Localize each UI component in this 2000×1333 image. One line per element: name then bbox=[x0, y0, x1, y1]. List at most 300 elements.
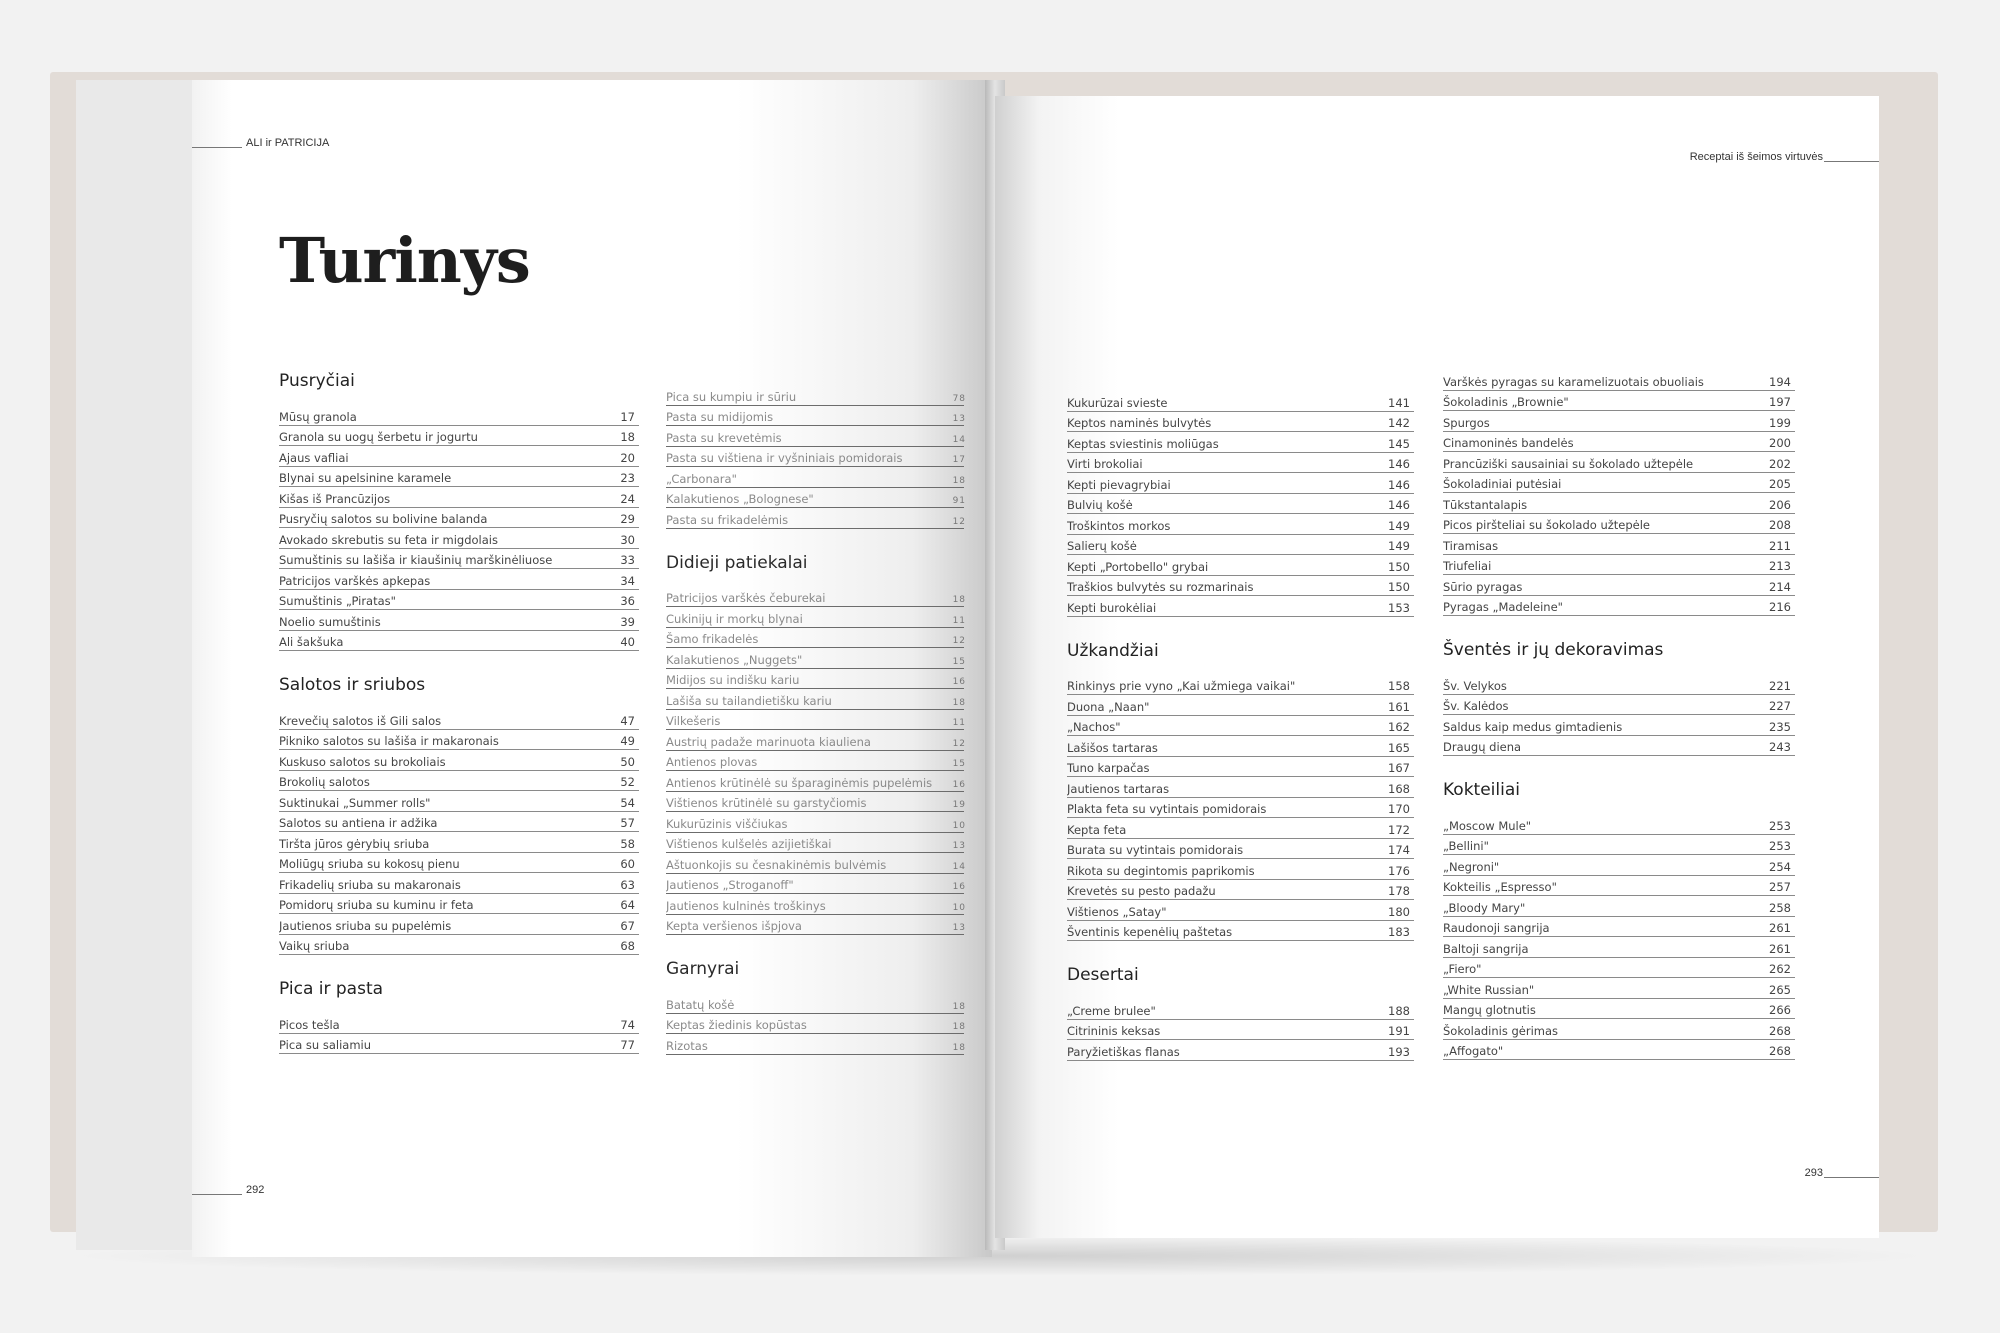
toc-entry bbox=[1443, 370, 1795, 391]
recipe-title: Noelio sumuštinis bbox=[279, 614, 381, 629]
page-number: 9 1 bbox=[952, 496, 964, 506]
toc-entry bbox=[666, 488, 964, 509]
recipe-title: „Fiero" bbox=[1443, 962, 1482, 976]
recipe-title: Duona „Naan" bbox=[1067, 699, 1150, 714]
toc-entry bbox=[666, 993, 964, 1014]
recipe-title: Pasta su vištiena ir vyšniniais pomidorais bbox=[666, 451, 903, 465]
toc-entry bbox=[666, 607, 964, 628]
toc-entry bbox=[1443, 391, 1795, 412]
toc-entry bbox=[666, 467, 964, 488]
recipe-title: Jautienos tartaras bbox=[1067, 781, 1170, 796]
page-number: 58 bbox=[620, 836, 635, 851]
section-heading: Pusryčiai bbox=[279, 371, 355, 391]
recipe-title: Citrininis keksas bbox=[1067, 1024, 1161, 1038]
toc-entry bbox=[1443, 958, 1795, 979]
toc-entry bbox=[1067, 798, 1414, 819]
page-number: 254 bbox=[1769, 859, 1791, 874]
recipe-title: Spurgos bbox=[1443, 415, 1490, 430]
recipe-title: Suktinukai „Summer rolls" bbox=[279, 795, 431, 810]
section-heading: Pica ir pasta bbox=[279, 979, 384, 999]
recipe-title: Pyragas „Madeleine" bbox=[1443, 600, 1563, 614]
toc-entry bbox=[1443, 695, 1795, 716]
toc-section-pusryciai bbox=[279, 367, 639, 651]
page-number: 1 8 bbox=[952, 1042, 964, 1053]
toc-section-kokteiliai bbox=[1443, 776, 1795, 1060]
toc-entry bbox=[279, 1034, 639, 1055]
toc-entry bbox=[1443, 1019, 1795, 1040]
page-number: 167 bbox=[1388, 761, 1410, 775]
page-number: 74 bbox=[620, 1017, 635, 1032]
toc-entry bbox=[666, 812, 964, 833]
toc-entry bbox=[279, 487, 639, 508]
page-number: 77 bbox=[620, 1038, 635, 1052]
toc-entry bbox=[666, 874, 964, 895]
recipe-title: Aštuonkojis su česnakinėmis bulvėmis bbox=[666, 857, 887, 872]
toc-entry bbox=[1443, 575, 1795, 596]
toc-section-salotos-ir-sriubos bbox=[279, 671, 639, 955]
recipe-title: Frikadelių sriuba su makaronais bbox=[279, 877, 461, 892]
toc-entry bbox=[1443, 493, 1795, 514]
page-number: 1 0 bbox=[952, 820, 964, 831]
toc-entry bbox=[1443, 1040, 1795, 1061]
section-heading: Salotos ir sriubos bbox=[279, 675, 426, 695]
recipe-title: Midijos su indišku kariu bbox=[666, 673, 800, 687]
page-number: 206 bbox=[1769, 497, 1791, 512]
page-number: 141 bbox=[1388, 395, 1410, 410]
recipe-title: Salierų košė bbox=[1067, 539, 1137, 553]
toc-section-pica-ir-pasta bbox=[279, 975, 639, 1054]
toc-entry bbox=[1067, 921, 1414, 942]
recipe-title: Tiramisas bbox=[1443, 538, 1499, 553]
toc-column-2 bbox=[666, 385, 964, 1075]
recipe-title: Vilkešeris bbox=[666, 714, 721, 728]
page-number: 146 bbox=[1388, 457, 1410, 471]
toc-entry bbox=[1067, 839, 1414, 860]
toc-entry bbox=[1443, 534, 1795, 555]
page-number: 158 bbox=[1388, 679, 1410, 693]
page-number: 194 bbox=[1769, 374, 1791, 389]
recipe-title: Mangų glotnutis bbox=[1443, 1003, 1536, 1017]
recipe-title: Tuno karpačas bbox=[1067, 761, 1150, 775]
page-number: 200 bbox=[1769, 436, 1791, 450]
toc-entry bbox=[666, 587, 964, 608]
toc-entry bbox=[279, 730, 639, 751]
page-number: 49 bbox=[620, 734, 635, 748]
recipe-title: Krevečių salotos iš Gili salos bbox=[279, 713, 442, 728]
page-number: 1 8 bbox=[952, 475, 964, 486]
recipe-title: Salotos su antiena ir adžika bbox=[279, 816, 438, 830]
recipe-title: Kalakutienos „Nuggets" bbox=[666, 652, 803, 667]
toc-entry bbox=[666, 508, 964, 529]
toc-entry bbox=[666, 426, 964, 447]
section-heading: Šventės ir jų dekoravimas bbox=[1443, 640, 1664, 660]
recipe-title: Pomidorų sriuba su kuminu ir feta bbox=[279, 898, 474, 912]
page-number: 67 bbox=[620, 918, 635, 933]
recipe-title: Keptos naminės bulvytės bbox=[1067, 416, 1212, 430]
page-number: 261 bbox=[1769, 941, 1791, 956]
toc-section-continued bbox=[1067, 391, 1414, 617]
toc-section-uzkandziai bbox=[1067, 637, 1414, 942]
toc-entry bbox=[666, 406, 964, 427]
toc-entry bbox=[1067, 494, 1414, 515]
toc-entry bbox=[1067, 880, 1414, 901]
toc-entry bbox=[1443, 917, 1795, 938]
recipe-title: Brokolių salotos bbox=[279, 775, 370, 789]
page-number-rule bbox=[192, 1194, 242, 1195]
recipe-title: Vištienos „Satay" bbox=[1067, 904, 1167, 919]
page-number-right: 293 bbox=[1804, 1167, 1823, 1179]
recipe-title: „Bellini" bbox=[1443, 839, 1489, 853]
recipe-title: Sūrio pyragas bbox=[1443, 579, 1523, 594]
page-number: 1 6 bbox=[952, 779, 964, 790]
recipe-title: Jautienos „Stroganoff" bbox=[666, 878, 794, 892]
recipe-title: Kepta feta bbox=[1067, 822, 1127, 837]
toc-entry bbox=[666, 792, 964, 813]
recipe-title: Vištienos krūtinėlė su garstyčiomis bbox=[666, 796, 867, 810]
toc-entry bbox=[1067, 453, 1414, 474]
page-number: 1 2 bbox=[952, 516, 964, 527]
toc-section-desertai bbox=[1067, 961, 1414, 1061]
toc-entry bbox=[1443, 978, 1795, 999]
recipe-title: Baltoji sangrija bbox=[1443, 941, 1529, 956]
toc-entry bbox=[1067, 1040, 1414, 1061]
section-heading: Garnyrai bbox=[666, 959, 740, 979]
recipe-title: Jautienos kulninės troškinys bbox=[666, 898, 826, 913]
page-number: 197 bbox=[1769, 395, 1791, 409]
recipe-title: „White Russian" bbox=[1443, 982, 1535, 997]
page-number: 1 9 bbox=[952, 800, 964, 810]
toc-entry bbox=[1067, 777, 1414, 798]
toc-entry bbox=[1067, 859, 1414, 880]
page-number: 253 bbox=[1769, 818, 1791, 833]
toc-entry bbox=[666, 1014, 964, 1035]
page-number: 211 bbox=[1769, 538, 1791, 553]
toc-entry bbox=[1443, 937, 1795, 958]
toc-entry bbox=[1443, 715, 1795, 736]
recipe-title: Cinamoninės bandelės bbox=[1443, 436, 1574, 450]
page-number: 1 8 bbox=[952, 1022, 964, 1032]
toc-entry bbox=[666, 771, 964, 792]
toc-entry bbox=[666, 853, 964, 874]
toc-entry bbox=[1443, 814, 1795, 835]
toc-entry bbox=[279, 467, 639, 488]
page-number-rule-right bbox=[1824, 1177, 1879, 1178]
recipe-title: Vištienos kulšelės azijietiškai bbox=[666, 837, 832, 851]
toc-entry bbox=[666, 648, 964, 669]
page-number: 168 bbox=[1388, 781, 1410, 796]
page-number: 1 3 bbox=[952, 841, 964, 851]
toc-column-3 bbox=[1067, 391, 1414, 1081]
toc-entry bbox=[666, 730, 964, 751]
toc-entry bbox=[666, 833, 964, 854]
toc-entry bbox=[666, 385, 964, 406]
toc-entry bbox=[1067, 535, 1414, 556]
toc-entry bbox=[279, 508, 639, 529]
recipe-title: Kukurūzinis viščiukas bbox=[666, 816, 788, 831]
page-number: 149 bbox=[1388, 539, 1410, 553]
toc-section-continued bbox=[666, 385, 964, 529]
toc-entry bbox=[279, 631, 639, 652]
recipe-title: Kukurūzai sviestе bbox=[1067, 395, 1168, 410]
toc-entry bbox=[1067, 432, 1414, 453]
page-number: 199 bbox=[1769, 415, 1791, 430]
toc-entry bbox=[279, 914, 639, 935]
page-number: 150 bbox=[1388, 580, 1410, 594]
recipe-title: „Creme brulee" bbox=[1067, 1003, 1156, 1018]
page-number: 265 bbox=[1769, 982, 1791, 997]
page-number: 146 bbox=[1388, 477, 1410, 492]
right-page bbox=[995, 96, 1879, 1238]
toc-entry bbox=[1067, 412, 1414, 433]
toc-entry bbox=[279, 771, 639, 792]
recipe-title: Avokado skrebutis su feta ir migdolais bbox=[279, 532, 498, 547]
page-number: 60 bbox=[620, 857, 635, 871]
page-number: 146 bbox=[1388, 498, 1410, 512]
toc-entry bbox=[1443, 514, 1795, 535]
recipe-title: Pusryčių salotos su bolivine balanda bbox=[279, 512, 488, 526]
page-number: 54 bbox=[620, 795, 635, 810]
recipe-title: Kepti pievagrybiai bbox=[1067, 477, 1171, 492]
recipe-title: Šv. Velykos bbox=[1443, 678, 1507, 693]
toc-section-didieji-patiekalai bbox=[666, 549, 964, 936]
page-number: 34 bbox=[620, 573, 635, 588]
recipe-title: Moliūgų sriuba su kokosų pienu bbox=[279, 857, 460, 871]
toc-entry bbox=[666, 1034, 964, 1055]
page-number: 1 1 bbox=[952, 718, 964, 728]
page-number: 52 bbox=[620, 775, 635, 789]
toc-entry bbox=[279, 832, 639, 853]
page-number: 174 bbox=[1388, 843, 1410, 857]
recipe-title: Šokoladinis gėrimas bbox=[1443, 1023, 1559, 1038]
page-number: 149 bbox=[1388, 518, 1410, 533]
recipe-title: Antienos krūtinėlė su šparaginėmis pupelėmis bbox=[666, 775, 933, 790]
recipe-title: Vaikų sriuba bbox=[279, 939, 350, 953]
page-number: 1 6 bbox=[952, 677, 964, 687]
page-number: 165 bbox=[1388, 740, 1410, 755]
page-number: 63 bbox=[620, 877, 635, 892]
page-number: 1 7 bbox=[952, 455, 964, 465]
toc-entry bbox=[1443, 432, 1795, 453]
page-number: 153 bbox=[1388, 600, 1410, 615]
page-number: 39 bbox=[620, 614, 635, 629]
running-head-left: ALI ir PATRICIJA bbox=[246, 137, 330, 149]
recipe-title: Draugų diena bbox=[1443, 740, 1522, 754]
recipe-title: Šamo frikadelės bbox=[666, 632, 759, 646]
page-number: 183 bbox=[1388, 925, 1410, 939]
page-number: 1 5 bbox=[952, 759, 964, 769]
left-page bbox=[192, 80, 992, 1257]
page-number: 57 bbox=[620, 816, 635, 830]
recipe-title: Kokteilis „Espresso" bbox=[1443, 880, 1557, 894]
recipe-title: Keptas žiedinis kopūstas bbox=[666, 1018, 807, 1032]
recipe-title: Patricijos varškės apkepas bbox=[279, 573, 431, 588]
recipe-title: Patricijos varškės čeburekai bbox=[666, 591, 826, 605]
running-head-rule-right bbox=[1824, 161, 1879, 162]
toc-column-1 bbox=[279, 367, 639, 1074]
page-number: 145 bbox=[1388, 436, 1410, 451]
recipe-title: Batatų košė bbox=[666, 997, 735, 1012]
section-heading: Užkandžiai bbox=[1067, 640, 1159, 661]
recipe-title: Kepta veršienos išpjova bbox=[666, 919, 802, 933]
toc-entry bbox=[279, 791, 639, 812]
recipe-title: Blynai su apelsinine karamele bbox=[279, 471, 452, 485]
page-number: 216 bbox=[1769, 600, 1791, 614]
page-number: 162 bbox=[1388, 720, 1410, 734]
recipe-title: Granola su uogų šerbetu ir jogurtu bbox=[279, 430, 478, 444]
page-number: 64 bbox=[620, 898, 635, 912]
toc-entry bbox=[1067, 391, 1414, 412]
toc-entry bbox=[1067, 576, 1414, 597]
recipe-title: Traškios bulvytės su rozmarinais bbox=[1067, 580, 1254, 594]
toc-entry bbox=[666, 689, 964, 710]
page-number: 235 bbox=[1769, 719, 1791, 734]
recipe-title: Kišas iš Prancūzijos bbox=[279, 491, 391, 506]
page-number: 68 bbox=[620, 939, 635, 953]
toc-entry bbox=[279, 549, 639, 570]
page-number: 178 bbox=[1388, 884, 1410, 898]
recipe-title: „Negroni" bbox=[1443, 859, 1500, 874]
toc-entry bbox=[1443, 835, 1795, 856]
recipe-title: Tiršta jūros gėrybių sriuba bbox=[279, 836, 430, 851]
page-number: 24 bbox=[620, 491, 635, 506]
toc-entry bbox=[279, 935, 639, 956]
toc-entry bbox=[1067, 1020, 1414, 1041]
page-number: 253 bbox=[1769, 839, 1791, 853]
recipe-title: „Nachos" bbox=[1067, 720, 1121, 734]
recipe-title: Virti brokoliai bbox=[1067, 457, 1143, 471]
toc-entry bbox=[1443, 555, 1795, 576]
recipe-title: Varškės pyragas su karamelizuotais obuoliais bbox=[1443, 374, 1704, 389]
toc-entry bbox=[1443, 999, 1795, 1020]
page-number: 188 bbox=[1388, 1003, 1410, 1018]
page-number: 214 bbox=[1769, 579, 1791, 594]
recipe-title: Ali šakšuka bbox=[279, 635, 344, 649]
recipe-title: Rinkinys prie vyno „Kai užmiega vaikai" bbox=[1067, 679, 1296, 693]
page-number: 180 bbox=[1388, 904, 1410, 919]
toc-entry bbox=[666, 447, 964, 468]
recipe-title: Šokoladiniai putėsiai bbox=[1443, 477, 1562, 491]
page-number: 266 bbox=[1769, 1003, 1791, 1017]
toc-entry bbox=[279, 750, 639, 771]
recipe-title: Cukinijų ir morkų blynai bbox=[666, 611, 803, 626]
recipe-title: Jautienos sriuba su pupelėmis bbox=[279, 918, 452, 933]
page-number: 1 4 bbox=[952, 434, 964, 445]
section-heading: Desertai bbox=[1067, 965, 1139, 985]
toc-section-sventes-ir-ju-dekoravimas bbox=[1443, 636, 1795, 756]
recipe-title: Burata su vytintais pomidorais bbox=[1067, 843, 1244, 857]
toc-entry bbox=[1067, 999, 1414, 1020]
recipe-title: Pasta su frikadelėmis bbox=[666, 512, 789, 527]
toc-entry bbox=[1067, 736, 1414, 757]
recipe-title: Prancūziški sausainiai su šokolado užtepėle bbox=[1443, 456, 1694, 471]
page-number: 1 0 bbox=[952, 902, 964, 913]
page-number: 1 3 bbox=[952, 414, 964, 424]
recipe-title: Plakta feta su vytintais pomidorais bbox=[1067, 802, 1267, 816]
page-number: 1 2 bbox=[952, 738, 964, 749]
toc-entry bbox=[1067, 555, 1414, 576]
page-title: Turinys bbox=[279, 224, 530, 297]
page-number: 7 8 bbox=[952, 393, 964, 404]
page-block-edge bbox=[76, 80, 196, 1250]
page-number: 161 bbox=[1388, 699, 1410, 714]
page-number: 1 4 bbox=[952, 861, 964, 872]
recipe-title: Triufeliai bbox=[1443, 559, 1492, 573]
toc-entry bbox=[666, 915, 964, 936]
page-number: 172 bbox=[1388, 822, 1410, 837]
page-number: 213 bbox=[1769, 559, 1791, 573]
page-number: 40 bbox=[620, 635, 635, 649]
page-number: 150 bbox=[1388, 559, 1410, 574]
toc-entry bbox=[1443, 473, 1795, 494]
toc-entry bbox=[1443, 736, 1795, 757]
toc-entry bbox=[279, 709, 639, 730]
toc-entry bbox=[279, 812, 639, 833]
page-number: 47 bbox=[620, 713, 635, 728]
toc-entry bbox=[666, 669, 964, 690]
recipe-title: Pica su saliamiu bbox=[279, 1038, 371, 1052]
toc-entry bbox=[279, 569, 639, 590]
page-number-left: 292 bbox=[246, 1184, 265, 1196]
page-number: 191 bbox=[1388, 1024, 1410, 1038]
page-number: 1 8 bbox=[952, 697, 964, 708]
page-number: 1 8 bbox=[952, 1001, 964, 1012]
page-number: 261 bbox=[1769, 921, 1791, 935]
section-heading: Didieji patiekalai bbox=[666, 552, 808, 573]
toc-entry bbox=[1443, 896, 1795, 917]
recipe-title: Rizotas bbox=[666, 1038, 708, 1053]
recipe-title: Austrių padaže marinuota kiauliena bbox=[666, 734, 871, 749]
running-head-right: Receptai iš šeimos virtuvės bbox=[1689, 151, 1823, 163]
page-number: 18 bbox=[620, 430, 635, 444]
recipe-title: Rikota su degintomis paprikomis bbox=[1067, 863, 1255, 878]
toc-entry bbox=[279, 528, 639, 549]
toc-entry bbox=[1067, 900, 1414, 921]
page-number: 1 6 bbox=[952, 882, 964, 892]
page-number: 170 bbox=[1388, 802, 1410, 816]
recipe-title: Pasta su krevetėmis bbox=[666, 430, 782, 445]
recipe-title: Kuskuso salotos su brokoliais bbox=[279, 754, 446, 769]
toc-entry bbox=[1443, 411, 1795, 432]
recipe-title: Kepti „Portobello" grybai bbox=[1067, 559, 1209, 574]
recipe-title: „Carbonara" bbox=[666, 471, 737, 486]
toc-entry bbox=[1067, 514, 1414, 535]
toc-entry bbox=[666, 628, 964, 649]
toc-entry bbox=[666, 751, 964, 772]
recipe-title: Troškintos morkos bbox=[1067, 518, 1171, 533]
recipe-title: Keptas sviestinis moliūgas bbox=[1067, 436, 1219, 451]
recipe-title: Picos tešla bbox=[279, 1017, 340, 1032]
toc-entry bbox=[1067, 473, 1414, 494]
page-number: 1 1 bbox=[952, 615, 964, 626]
recipe-title: Saldus kaip medus gimtadienis bbox=[1443, 719, 1623, 734]
page-number: 257 bbox=[1769, 880, 1791, 894]
recipe-title: Sumuštinis su lašiša ir kiaušinių marškinėliuose bbox=[279, 553, 553, 567]
recipe-title: Pikniko salotos su lašiša ir makaronais bbox=[279, 734, 499, 748]
page-number: 193 bbox=[1388, 1044, 1410, 1059]
toc-entry bbox=[279, 610, 639, 631]
page-number: 142 bbox=[1388, 416, 1410, 430]
page-number: 268 bbox=[1769, 1044, 1791, 1058]
toc-entry bbox=[279, 426, 639, 447]
page-number: 221 bbox=[1769, 678, 1791, 693]
page-number: 208 bbox=[1769, 518, 1791, 532]
page-number: 23 bbox=[620, 471, 635, 485]
recipe-title: Šventinis kepenėlių paštetas bbox=[1067, 925, 1233, 939]
toc-section-garnyrai bbox=[666, 955, 964, 1055]
recipe-title: Lašišos tartaras bbox=[1067, 740, 1158, 755]
toc-entry bbox=[1067, 818, 1414, 839]
toc-entry bbox=[279, 894, 639, 915]
